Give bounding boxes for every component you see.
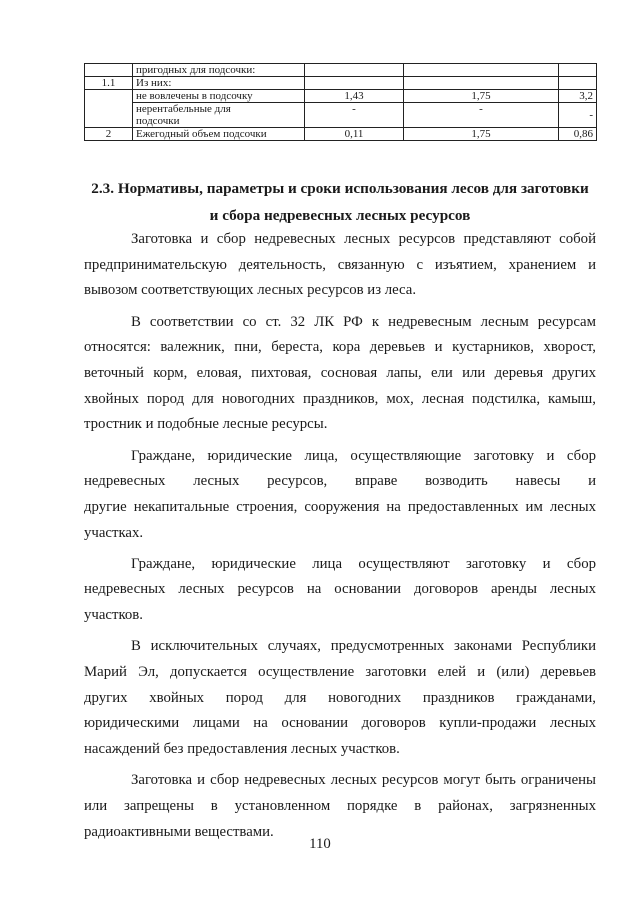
row-name-line: подсочки [136,115,180,127]
text-line: участков. [84,607,143,624]
section-heading [84,175,596,229]
row-value-3 [559,64,597,77]
row-value-1: 1,43 [305,90,404,103]
text-line: относятся: валежник, пни, береста, кора деревьев и кустарников, хворост, [84,339,596,356]
text-line: вывозом соответствующих лесных ресурсов из леса. [84,282,417,299]
body-text [84,227,596,845]
row-name-line: нерентабельные для [136,103,231,115]
row-value-3: - [559,103,597,128]
text-line: радиоактивными веществами. [84,823,274,840]
row-number [85,90,133,103]
table-row [85,103,597,128]
row-value-2: - [404,103,559,128]
row-value-2: 1,75 [404,128,559,141]
text-line: других хвойных пород для новогодних праздников гражданами, [84,689,596,706]
row-name [133,103,305,128]
row-value-2: 1,75 [404,90,559,103]
text-line: недревесных лесных ресурсов, вправе возводить навесы и [84,473,596,490]
text-line: другие некапитальные строения, сооружения на предоставленных им лесных [84,498,596,515]
text-line: Марий Эл, допускается осуществление заготовки елей и (или) деревьев [84,664,596,680]
text-line: Заготовка и сбор недревесных лесных ресурсов могут быть ограничены [131,772,596,789]
row-value-2 [404,77,559,90]
row-number: 1.1 [85,77,133,90]
row-value-3 [559,77,597,90]
row-value-3: 3,2 [559,90,597,103]
table-row [85,128,597,141]
table-row [85,64,597,77]
row-name: Из них: [133,77,305,90]
table-row [85,90,597,103]
text-line: веточный корм, еловая, пихтовая, сосновая лапы, ели или деревья других [84,364,596,381]
text-line: Граждане, юридические лица осуществляют заготовку и сбор [131,555,596,572]
row-value-3: 0,86 [559,128,597,141]
text-line: юридическими лицами на основании договоров купли-продажи лесных [84,715,596,732]
text-line: или запрещены в установленном порядке в районах, загрязненных [84,797,596,814]
row-number: 2 [85,128,133,141]
row-number [85,103,133,128]
text-line: насаждений без предоставления лесных участков. [84,741,400,758]
section-heading-line: 2.3. Нормативы, параметры и сроки использования лесов для заготовки [91,180,589,197]
row-value-2 [404,64,559,77]
row-value-1 [305,64,404,77]
row-number [85,64,133,77]
text-line: Заготовка и сбор недревесных лесных ресурсов представляют собой [131,231,596,247]
row-value-1 [305,77,404,90]
text-line: хвойных пород для новогодних праздников, мох, лесная подстилка, камыш, [84,390,596,407]
page-number: 110 [309,836,331,852]
table-row [85,77,597,90]
text-line: недревесных лесных ресурсов на основании договоров аренды лесных [84,581,596,598]
row-name: Ежегодный объем подсочки [133,128,305,141]
text-line: предпринимательскую деятельность, связанную с изъятием, хранением и [84,256,596,273]
text-line: участках. [84,524,144,541]
text-line: В исключительных случаях, предусмотренных законами Республики [131,638,596,655]
text-line: тростник и подобные лесные ресурсы. [84,416,328,433]
text-line: В соответствии со ст. 32 ЛК РФ к недревесным лесным ресурсам [131,313,596,330]
row-name: не вовлечены в подсочку [133,90,305,103]
data-table [84,63,597,141]
text-line: Граждане, юридические лица, осуществляющие заготовку и сбор [131,447,596,464]
row-value-1: - [305,103,404,128]
section-heading-line: и сбора недревесных лесных ресурсов [209,207,471,224]
row-name: пригодных для подсочки: [133,64,305,77]
row-value-1: 0,11 [305,128,404,141]
